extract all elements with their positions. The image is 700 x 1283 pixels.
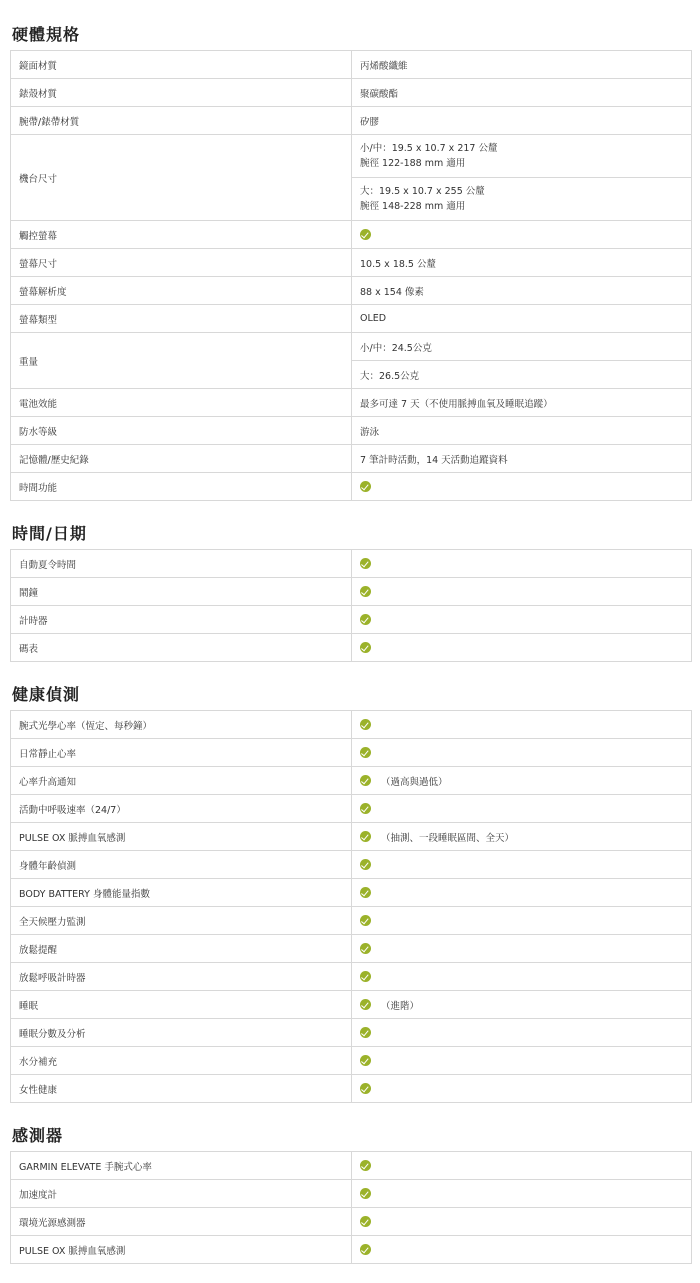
row-label: 睡眠分數及分析 — [11, 1019, 352, 1047]
row-value: 7 筆計時活動，14 天活動追蹤資料 — [352, 445, 692, 473]
row-note: （抽測、一段睡眠區間、全天） — [381, 832, 515, 844]
row-value — [352, 135, 692, 178]
table-row — [11, 739, 692, 767]
check-icon — [360, 943, 371, 954]
check-icon — [360, 747, 371, 758]
table-row — [11, 51, 692, 79]
row-label: 全天候壓力監測 — [11, 907, 352, 935]
row-label: 計時器 — [11, 606, 352, 634]
row-value — [352, 907, 692, 935]
table-row — [11, 907, 692, 935]
row-value — [352, 606, 692, 634]
row-label: 記憶體/歷史紀錄 — [11, 445, 352, 473]
check-icon — [360, 614, 371, 625]
row-label: 碼表 — [11, 634, 352, 662]
size-small-dimensions: 小/中：19.5 x 10.7 x 217 公釐 — [360, 143, 498, 154]
check-icon — [360, 915, 371, 926]
row-value: OLED — [352, 305, 692, 333]
section-title-hardware: 硬體規格 — [12, 25, 81, 44]
row-label: 防水等級 — [11, 417, 352, 445]
row-label: 時間功能 — [11, 473, 352, 501]
check-icon — [360, 775, 371, 786]
row-note: （過高與過低） — [381, 776, 448, 788]
check-icon — [360, 1216, 371, 1227]
sensors-spec-table — [10, 1151, 692, 1264]
row-value — [352, 991, 692, 1019]
row-label: 電池效能 — [11, 389, 352, 417]
table-row — [11, 879, 692, 907]
row-value — [352, 795, 692, 823]
row-value: 矽膠 — [352, 107, 692, 135]
row-label: BODY BATTERY 身體能量指數 — [11, 879, 352, 907]
row-label: 鏡面材質 — [11, 51, 352, 79]
row-label: 心率升高通知 — [11, 767, 352, 795]
row-label: 螢幕解析度 — [11, 277, 352, 305]
row-value — [352, 1019, 692, 1047]
table-row — [11, 305, 692, 333]
row-value — [352, 1152, 692, 1180]
row-value: 聚碳酸酯 — [352, 79, 692, 107]
row-value — [352, 963, 692, 991]
row-value — [352, 1208, 692, 1236]
row-value: 大：26.5公克 — [352, 361, 692, 389]
table-row — [11, 107, 692, 135]
row-value — [352, 473, 692, 501]
row-value: 88 x 154 像素 — [352, 277, 692, 305]
check-icon — [360, 803, 371, 814]
time-spec-table — [10, 549, 692, 662]
row-label: 錶殼材質 — [11, 79, 352, 107]
check-icon — [360, 1083, 371, 1094]
row-label: 水分補充 — [11, 1047, 352, 1075]
table-row — [11, 277, 692, 305]
check-icon — [360, 887, 371, 898]
row-label: 放鬆提醒 — [11, 935, 352, 963]
row-value — [352, 935, 692, 963]
row-label: 重量 — [11, 333, 352, 389]
table-row — [11, 823, 692, 851]
row-value — [352, 879, 692, 907]
size-large-wrist: 腕徑 148-228 mm 適用 — [360, 201, 466, 212]
check-icon — [360, 831, 371, 842]
row-value: 最多可達 7 天（不使用脈搏血氧及睡眠追蹤） — [352, 389, 692, 417]
row-label: 機台尺寸 — [11, 135, 352, 221]
check-icon — [360, 1188, 371, 1199]
row-label: PULSE OX 脈搏血氧感測 — [11, 1236, 352, 1264]
table-row — [11, 963, 692, 991]
row-value — [352, 1047, 692, 1075]
row-value — [352, 711, 692, 739]
row-value: 游泳 — [352, 417, 692, 445]
row-label: 放鬆呼吸計時器 — [11, 963, 352, 991]
section-title-time: 時間/日期 — [12, 524, 87, 543]
table-row — [11, 606, 692, 634]
row-value: 丙烯酸纖維 — [352, 51, 692, 79]
size-small-wrist: 腕徑 122-188 mm 適用 — [360, 158, 466, 169]
row-label: 活動中呼吸速率（24/7） — [11, 795, 352, 823]
time-spec-section — [10, 549, 692, 662]
table-row — [11, 1075, 692, 1103]
table-row — [11, 550, 692, 578]
table-row — [11, 389, 692, 417]
check-icon — [360, 558, 371, 569]
table-row — [11, 935, 692, 963]
table-row — [11, 249, 692, 277]
row-value — [352, 178, 692, 221]
check-icon — [360, 971, 371, 982]
row-value — [352, 634, 692, 662]
row-label: 螢幕類型 — [11, 305, 352, 333]
table-row — [11, 417, 692, 445]
row-note: （進階） — [381, 1000, 420, 1012]
row-value — [352, 221, 692, 249]
row-label: 日常靜止心率 — [11, 739, 352, 767]
check-icon — [360, 859, 371, 870]
row-label: 環境光源感測器 — [11, 1208, 352, 1236]
check-icon — [360, 1027, 371, 1038]
row-label: 自動夏令時間 — [11, 550, 352, 578]
check-icon — [360, 1055, 371, 1066]
row-label: 螢幕尺寸 — [11, 249, 352, 277]
table-row — [11, 767, 692, 795]
table-row — [11, 1047, 692, 1075]
row-value — [352, 739, 692, 767]
row-value: 小/中：24.5公克 — [352, 333, 692, 361]
sensors-spec-section — [10, 1151, 692, 1264]
check-icon — [360, 642, 371, 653]
hardware-spec-section — [10, 50, 692, 501]
table-row — [11, 1180, 692, 1208]
row-label: 加速度計 — [11, 1180, 352, 1208]
row-value — [352, 851, 692, 879]
row-label: 女性健康 — [11, 1075, 352, 1103]
row-value — [352, 767, 692, 795]
check-icon — [360, 1160, 371, 1171]
row-label: 身體年齡偵測 — [11, 851, 352, 879]
row-value: 10.5 x 18.5 公釐 — [352, 249, 692, 277]
check-icon — [360, 999, 371, 1010]
row-label: 腕帶/錶帶材質 — [11, 107, 352, 135]
row-value — [352, 578, 692, 606]
hardware-spec-table — [10, 50, 692, 501]
row-label: GARMIN ELEVATE 手腕式心率 — [11, 1152, 352, 1180]
health-spec-section — [10, 710, 692, 1103]
check-icon — [360, 1244, 371, 1255]
row-label: 腕式光學心率（恆定、每秒鐘） — [11, 711, 352, 739]
section-title-health: 健康偵測 — [12, 685, 81, 704]
row-value — [352, 823, 692, 851]
table-row — [11, 221, 692, 249]
table-row — [11, 851, 692, 879]
table-row — [11, 1208, 692, 1236]
table-row — [11, 79, 692, 107]
row-value — [352, 550, 692, 578]
check-icon — [360, 481, 371, 492]
table-row — [11, 578, 692, 606]
table-row — [11, 1019, 692, 1047]
section-title-sensors: 感測器 — [12, 1126, 64, 1145]
row-label: PULSE OX 脈搏血氧感測 — [11, 823, 352, 851]
table-row — [11, 445, 692, 473]
table-row — [11, 1236, 692, 1264]
table-row — [11, 634, 692, 662]
check-icon — [360, 719, 371, 730]
health-spec-table — [10, 710, 692, 1103]
table-row — [11, 1152, 692, 1180]
row-label: 觸控螢幕 — [11, 221, 352, 249]
row-value — [352, 1075, 692, 1103]
row-value — [352, 1180, 692, 1208]
row-label: 睡眠 — [11, 991, 352, 1019]
table-row — [11, 333, 692, 361]
row-value — [352, 1236, 692, 1264]
table-row — [11, 991, 692, 1019]
size-large-dimensions: 大：19.5 x 10.7 x 255 公釐 — [360, 186, 485, 197]
row-label: 鬧鐘 — [11, 578, 352, 606]
table-row — [11, 473, 692, 501]
table-row — [11, 711, 692, 739]
table-row — [11, 795, 692, 823]
table-row — [11, 135, 692, 178]
check-icon — [360, 229, 371, 240]
check-icon — [360, 586, 371, 597]
